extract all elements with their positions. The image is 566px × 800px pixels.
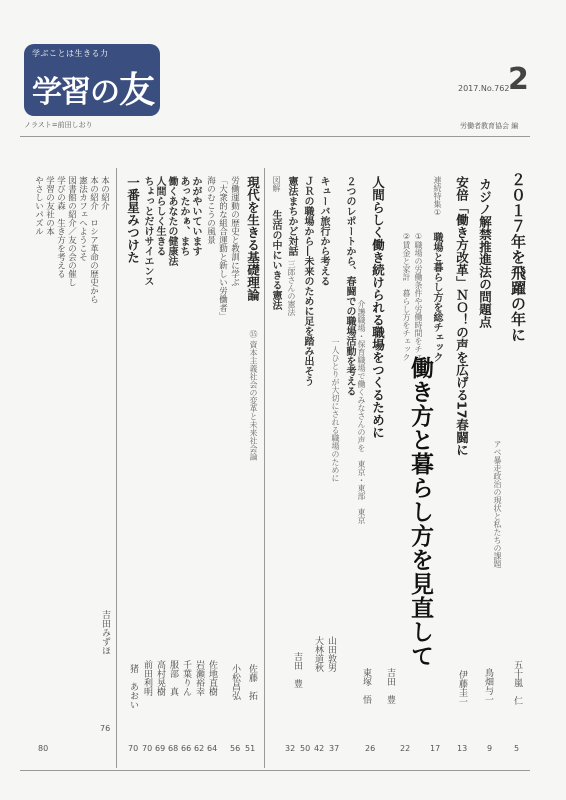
toc-entry-title: 安倍「働き方改革」ＮＯ！の声を広げる17春闘に: [454, 176, 470, 456]
feature-title: 働き方と暮らし方を見直して: [407, 356, 433, 668]
column-rule: [264, 168, 265, 768]
feature-item: ①職場の労働条件や労働時間をチェック: [414, 232, 423, 377]
toc-entry-page: 62: [194, 744, 205, 753]
issue-number: 2: [508, 62, 529, 97]
toc-entry-title: 生活の中にいきる憲法: [270, 210, 281, 310]
toc-entry-title: 働くあなたの健康法: [166, 176, 177, 266]
toc-entry-text: やさしいパズル: [33, 176, 44, 236]
toc-entry-page: 76: [100, 724, 111, 733]
toc-entry-page: 70: [142, 744, 153, 753]
toc-entry-page: 80: [38, 744, 49, 753]
toc-entry-page: 37: [329, 744, 340, 753]
toc-entry-author: 吉田 豊: [292, 652, 302, 688]
toc-entry-label: 図解: [272, 176, 281, 192]
feature-item: ②賃金と家計 暮らし方をチェック: [402, 232, 411, 361]
toc-entry-author: 小松昌弘: [230, 664, 240, 700]
toc-entry-text: 労働運動の歴史と教訓に学ぶ: [229, 176, 240, 287]
toc-entry-page: 68: [168, 744, 179, 753]
footer-rule: [20, 770, 530, 771]
toc-entry-page: 50: [300, 744, 311, 753]
toc-entry-title: あったかぁ、まち: [178, 176, 189, 256]
toc-entry-title: 一番星みつけた: [125, 176, 141, 264]
toc-entry-title: 憲法まちかど対話: [286, 176, 297, 256]
toc-entry-author: 東塚 悟: [361, 668, 371, 704]
toc-entry-title: 現代を生きる基礎理論: [245, 176, 261, 301]
logo-tagline: 学ぶことは生きる力: [32, 49, 109, 58]
toc-entry-subtitle: 介護職場・保育職場で働くみなさんの声を 東京・東部 東京: [357, 300, 366, 524]
toc-entry-author: 佐藤 拓: [247, 664, 257, 700]
toc-entry-author: 高村晃樹: [155, 660, 165, 696]
logo-title: [32, 62, 154, 113]
feature-page: 17: [430, 744, 441, 753]
issue-label: 2017.No.762: [458, 84, 510, 93]
illustration-credit: ノラスト=前田しおり: [24, 121, 93, 129]
publisher: 労働者教育協会 編: [460, 122, 519, 130]
toc-entry-title: 人間らしく働き続けられる職場をつくるために: [370, 176, 386, 439]
toc-entry-page: 22: [400, 744, 411, 753]
toc-entry-page: 56: [230, 744, 241, 753]
header-rule: [20, 136, 530, 137]
toc-entry-subtitle: 一人ひとりが大切にされる職場のために: [331, 338, 340, 482]
toc-entry-title: ちょっとだけサイエンス: [142, 176, 153, 286]
toc-entry-author: 吉田 豊: [385, 668, 395, 704]
toc-entry-title: キューバ旅行から考える: [318, 176, 329, 286]
magazine-logo: [24, 44, 160, 116]
toc-entry-page: 69: [155, 744, 166, 753]
toc-entry-text: 本の紹介: [99, 176, 110, 210]
toc-entry-author: 佐地直樹: [207, 660, 217, 696]
feature-label: 連続特集①: [433, 176, 442, 217]
toc-entry-subtitle: ㉟ 資本主義社会の変革と未来社会論: [249, 330, 258, 461]
toc-entry-author: 服部 真: [168, 660, 178, 696]
logo-title-b: 友: [119, 70, 155, 111]
toc-entry-page: 66: [181, 744, 192, 753]
toc-entry-author: 千葉りん: [181, 660, 191, 696]
logo-title-a: 学習の: [32, 75, 119, 110]
toc-entry-subtitle: 三郎さんの憲法: [287, 260, 296, 316]
toc-entry-author: 伊藤圭一: [457, 670, 467, 706]
toc-entry-author: 鳥畑与一: [483, 668, 493, 704]
toc-entry-text: 憲法カフェへようこそ: [77, 176, 88, 261]
toc-entry-subtitle: アベ暴走政治の現状と私たちの課題: [493, 440, 502, 568]
toc-entry-text: 学びの森 生き方を考える: [55, 176, 66, 278]
toc-entry-author: 五十嵐 仁: [512, 660, 522, 705]
toc-entry-text: 図書館の紹介／友の会の催し: [66, 176, 77, 287]
toc-entry-page: 9: [487, 744, 493, 753]
toc-entry-title: ２つのレポートから、春闘での職場活動を考える: [344, 176, 355, 396]
toc-entry-page: 64: [207, 744, 218, 753]
toc-entry-page: 70: [128, 744, 139, 753]
toc-entry-page: 32: [285, 744, 296, 753]
toc-entry-title: ２０１７年を飛躍の年に: [509, 172, 527, 343]
toc-entry-author: 山田敦男: [326, 636, 336, 672]
toc-entry-text: 「大衆的な組合運動と新しい労働者」: [217, 176, 228, 321]
toc-entry-author: 猪 あおい: [128, 664, 138, 709]
toc-entry-title: カジノ解禁推進法の問題点: [477, 178, 493, 328]
toc-entry-title: かがやいています: [190, 176, 201, 256]
toc-entry-title: 人間らしく生きる: [154, 176, 165, 256]
toc-entry-page: 42: [314, 744, 325, 753]
toc-entry-page: 13: [457, 744, 468, 753]
toc-entry-author: 前田利明: [142, 660, 152, 696]
toc-entry-text: 本の紹介 ロシア革命の歴史から: [88, 176, 99, 304]
toc-entry-page: 5: [514, 744, 520, 753]
toc-entry-author: 岩瀬裕幸: [194, 660, 204, 696]
column-rule: [116, 168, 117, 768]
toc-entry-text: 海のむこうの風景: [205, 176, 216, 244]
toc-entry-text: 学習の友社の本: [44, 176, 55, 236]
toc-entry-author: 大林道秋: [313, 636, 323, 672]
toc-entry-author: 吉田みずほ: [100, 610, 110, 655]
toc-entry-title: ＪＲの職場から―未来のために足を踏み出そう: [302, 176, 313, 386]
toc-entry-page: 51: [245, 744, 256, 753]
feature-kicker: 職場と暮らし方を総チェック: [431, 232, 442, 362]
toc-entry-page: 26: [365, 744, 376, 753]
